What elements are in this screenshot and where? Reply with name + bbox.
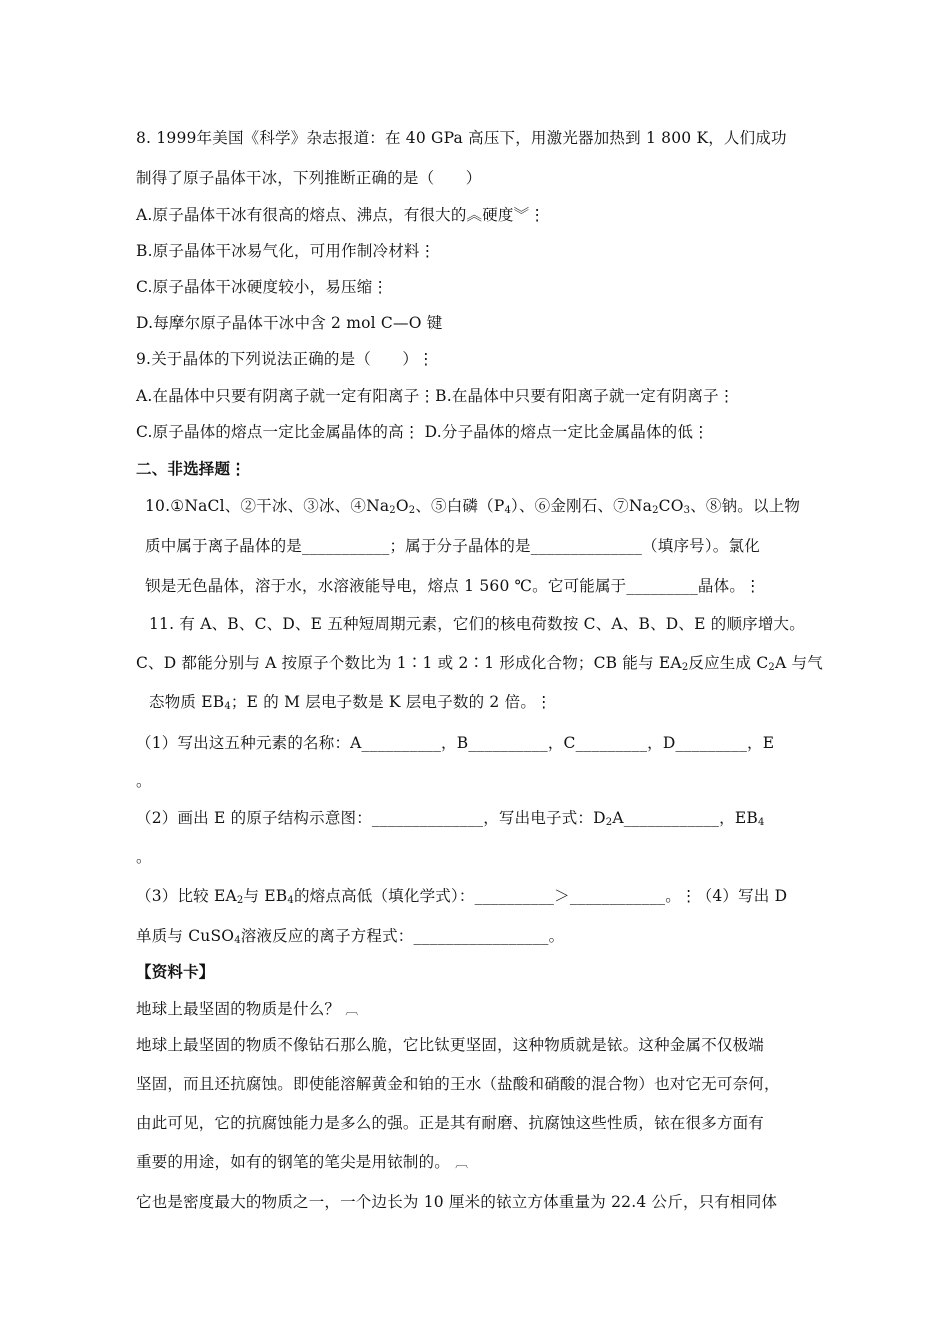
card-para2-line1: 它也是密度最大的物质之一，一个边长为 10 厘米的铱立方体重量为 22.4 公斤，只有相同体 — [136, 1193, 778, 1211]
q11-part3: （3）比较 $EA_2$与 $EB_4$的熔点高低（填化学式）：__________＞____________。⋮（4）写出 D — [136, 887, 788, 906]
card-para1-line4: 重要的用途，如有的钢笔的笔尖是用铱制的。 ︹ — [136, 1153, 469, 1171]
q10-line3: 钡是无色晶体，溶于水，水溶液能导电，熔点 1 560 ℃。它可能属于_________晶体。⋮ — [145, 577, 761, 595]
q11-part1: （1）写出这五种元素的名称：A__________，B__________，C_________，D_________，E — [136, 734, 775, 752]
paragraph-mark-icon: ︹ — [345, 1003, 359, 1018]
q11-part1-end: 。 — [136, 772, 152, 790]
q9-stem: 9.关于晶体的下列说法正确的是（ ）⋮ — [136, 350, 434, 368]
q11-line2: C、D 都能分别与 A 按原子个数比为 1∶1 或 2∶1 形成化合物；CB 能与 $EA_2$反应生成 $C_2A$ 与气 — [136, 654, 823, 673]
q10-line1: 10.①NaCl、②干冰、③冰、$④Na_2O_2$、⑤白磷$(P_4)$、⑥金刚石、$⑦Na_2CO_3$、⑧钠。以上物 — [145, 497, 801, 516]
q11-part2: （2）画出 E 的原子结构示意图：______________，写出电子式：$D_2A\_\_\_\_\_\_\_\_\_\_\_\_$，$EB_4$ — [136, 809, 765, 828]
q8-option-c: C.原子晶体干冰硬度较小，易压缩⋮ — [136, 278, 389, 296]
section-heading: 二、非选择题⋮ — [136, 459, 246, 478]
q8-option-d: D.每摩尔原子晶体干冰中含 2 mol C—O 键 — [136, 314, 443, 332]
card-question: 地球上最坚固的物质是什么？ ︹ — [136, 1000, 359, 1018]
q11-line1: 11. 有 A、B、C、D、E 五种短周期元素，它们的核电荷数按 C、A、B、D、E 的顺序增大。 — [149, 615, 805, 633]
paragraph-mark-icon: ︹ — [455, 1156, 469, 1171]
q8-option-a: A.原子晶体干冰有很高的熔点、沸点，有很大的︽硬度︾⋮ — [136, 206, 546, 224]
card-para1-line1: 地球上最坚固的物质不像钻石那么脆，它比钛更坚固，这种物质就是铱。这种金属不仅极端 — [136, 1036, 765, 1054]
q8-line2: 制得了原子晶体干冰，下列推断正确的是（ ） — [136, 169, 482, 187]
card-para1-line3: 由此可见，它的抗腐蚀能力是多么的强。正是其有耐磨、抗腐蚀这些性质，铱在很多方面有 — [136, 1114, 765, 1132]
q9-options-ab: A.在晶体中只要有阴离子就一定有阳离子⋮B.在晶体中只要有阳离子就一定有阴离子⋮ — [136, 387, 735, 405]
q8-option-b: B.原子晶体干冰易气化，可用作制冷材料⋮ — [136, 242, 436, 260]
q9-options-cd: C.原子晶体的熔点一定比金属晶体的高⋮ D.分子晶体的熔点一定比金属晶体的低⋮ — [136, 423, 709, 441]
q11-part2-end: 。 — [136, 848, 152, 866]
q10-line2: 质中属于离子晶体的是___________；属于分子晶体的是______________（填序号）。氯化 — [145, 537, 760, 555]
q8-line1: 8. 1999年美国《科学》杂志报道：在 40 GPa 高压下，用激光器加热到 1 800 K，人们成功 — [136, 129, 787, 147]
q11-line3: 态物质 $EB_4$；E 的 M 层电子数是 K 层电子数的 2 倍。⋮ — [149, 693, 552, 712]
card-title: 【资料卡】 — [136, 962, 215, 981]
card-para1-line2: 坚固，而且还抗腐蚀。即使能溶解黄金和铂的王水（盐酸和硝酸的混合物）也对它无可奈何， — [136, 1075, 780, 1093]
q11-part4: 单质与 CuSO$_4$溶液反应的离子方程式：_________________。 — [136, 927, 565, 946]
